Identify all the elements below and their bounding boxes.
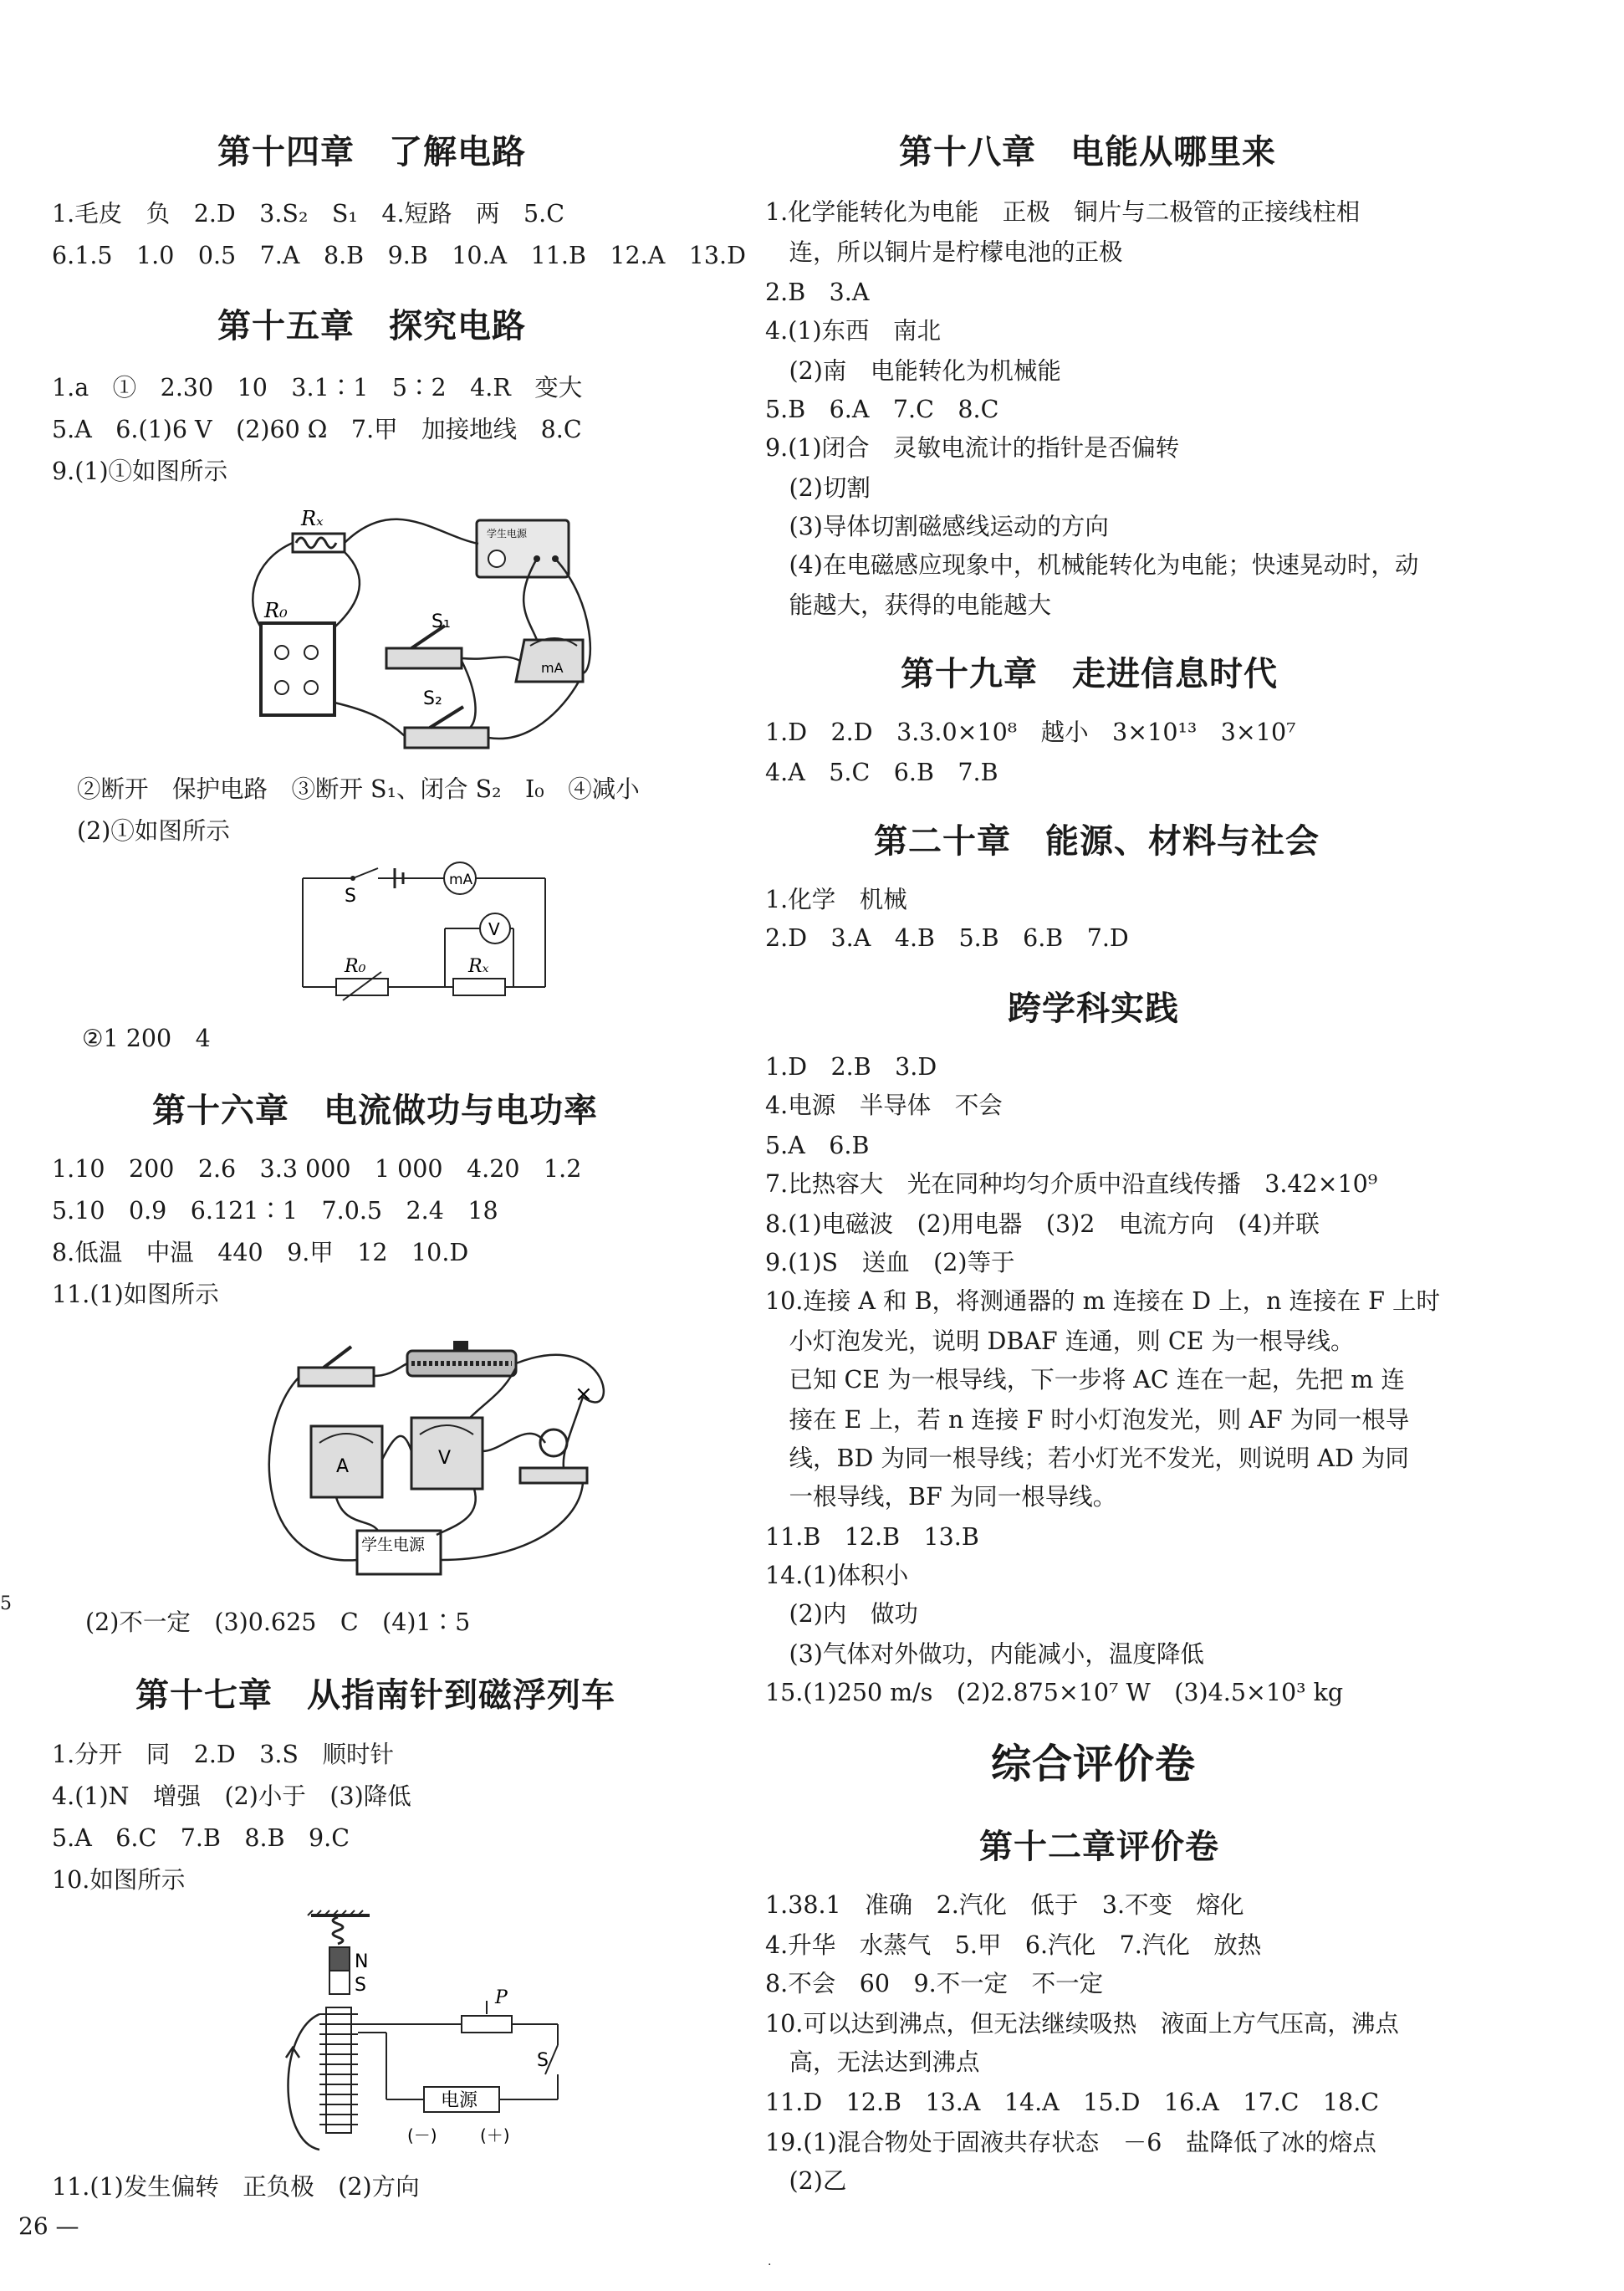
- fig1-label-power: 学生电源: [487, 528, 528, 540]
- fig4-label-plus: (＋): [480, 2125, 510, 2145]
- answer-line: 4.(1)N 增强 (2)小于 (3)降低: [52, 1782, 411, 1810]
- answer-line: (2)内 做功: [765, 1600, 918, 1628]
- answer-line: 4.A 5.C 6.B 7.B: [765, 759, 998, 786]
- answer-line: 7.比热容大 光在同种均匀介质中沿直线传播 3.42×10⁹: [765, 1170, 1378, 1198]
- chapter-18-title: 第十八章 电能从哪里来: [899, 133, 1276, 171]
- fig3-label-a: A: [336, 1456, 350, 1477]
- fig2-label-rx: Rₓ: [468, 956, 489, 977]
- fig2-label-s: S: [345, 886, 356, 907]
- svg-text:×: ×: [575, 1382, 593, 1407]
- answer-line: 11.D 12.B 13.A 14.A 15.D 16.A 17.C 18.C: [765, 2089, 1380, 2116]
- answer-line: 9.(1)闭合 灵敏电流计的指针是否偏转: [765, 434, 1180, 462]
- answer-line: 8.(1)电磁波 (2)用电器 (3)2 电流方向 (4)并联: [765, 1210, 1320, 1238]
- circuit-diagram-figure-2: [294, 862, 562, 1012]
- chapter-19-title: 第十九章 走进信息时代: [901, 655, 1278, 693]
- fig1-label-ma: mA: [541, 660, 564, 676]
- margin-mark: 5: [0, 1593, 12, 1614]
- answer-line: 14.(1)体积小: [765, 1562, 909, 1589]
- answer-line: (2)乙: [765, 2167, 847, 2195]
- fig4-label-n: N: [355, 1951, 369, 1972]
- fig2-label-r0: R₀: [345, 956, 366, 977]
- answer-line: (3)气体对外做功，内能减小，温度降低: [765, 1640, 1204, 1668]
- answer-line: 9.(1)①如图所示: [52, 458, 228, 485]
- answer-line: 4.电源 半导体 不会: [765, 1092, 1003, 1119]
- answer-line: 1.38.1 准确 2.汽化 低于 3.不变 熔化: [765, 1891, 1244, 1919]
- answer-line: 1.10 200 2.6 3.3 000 1 000 4.20 1.2: [52, 1155, 582, 1183]
- electromagnet-figure: [261, 1907, 579, 2158]
- answer-line: (2)①如图所示: [77, 817, 230, 845]
- answer-line: 高，无法达到沸点: [765, 2048, 980, 2076]
- answer-line: 接在 E 上，若 n 连接 F 时小灯泡发光，则 AF 为同一根导: [765, 1406, 1410, 1434]
- answer-line: (2)南 电能转化为机械能: [765, 357, 1061, 385]
- answer-line: 1.D 2.D 3.3.0×10⁸ 越小 3×10¹³ 3×10⁷: [765, 718, 1296, 746]
- answer-line: (2)切割: [765, 474, 871, 502]
- chapter-20-title: 第二十章 能源、材料与社会: [874, 822, 1320, 861]
- fig4-label-switch: S: [537, 2050, 549, 2071]
- answer-line: 连，所以铜片是柠檬电池的正极: [765, 238, 1123, 266]
- chapter-15-title: 第十五章 探究电路: [217, 307, 526, 345]
- answer-line: 5.A 6.B: [765, 1132, 870, 1159]
- answer-line: 2.B 3.A: [765, 279, 870, 306]
- cross-discipline-title: 跨学科实践: [1008, 990, 1179, 1028]
- fig1-label-s1: S₁: [432, 611, 451, 632]
- answer-line: 1.a ① 2.30 10 3.1∶1 5∶2 4.R 变大: [52, 374, 583, 401]
- answer-line: 一根导线，BF 为同一根导线。: [765, 1483, 1117, 1511]
- answer-line: (3)导体切割磁感线运动的方向: [765, 513, 1109, 540]
- answer-line: (2)不一定 (3)0.625 C (4)1∶5: [85, 1608, 471, 1636]
- page-number: 26 —: [18, 2212, 79, 2240]
- answer-line: 11.(1)如图所示: [52, 1281, 219, 1308]
- comprehensive-evaluation-title: 综合评价卷: [991, 1741, 1197, 1787]
- fig3-label-v: V: [438, 1448, 452, 1469]
- answer-line: ②1 200 4: [82, 1025, 211, 1052]
- answer-line: 6.1.5 1.0 0.5 7.A 8.B 9.B 10.A 11.B 12.A 13.D: [52, 242, 746, 269]
- answer-line: 1.化学能转化为电能 正极 铜片与二极管的正接线柱相: [765, 198, 1361, 226]
- answer-line: 小灯泡发光，说明 DBAF 连通，则 CE 为一根导线。: [765, 1327, 1355, 1355]
- answer-line: 15.(1)250 m/s (2)2.875×10⁷ W (3)4.5×10³ kg: [765, 1679, 1344, 1706]
- answer-line: 19.(1)混合物处于固液共存状态 －6 盐降低了冰的熔点: [765, 2129, 1376, 2156]
- fig1-label-rx: Rₓ: [301, 507, 324, 530]
- answer-line: 10.如图所示: [52, 1866, 186, 1894]
- answer-line: 5.A 6.(1)6 V (2)60 Ω 7.甲 加接地线 8.C: [52, 416, 582, 443]
- answer-line: (4)在电磁感应现象中，机械能转化为电能；快速晃动时，动: [765, 551, 1419, 579]
- fig4-label-p: P: [495, 1987, 508, 2008]
- answer-line: 11.B 12.B 13.B: [765, 1523, 979, 1551]
- fig4-label-minus: (－): [407, 2125, 437, 2145]
- answer-line: 11.(1)发生偏转 正负极 (2)方向: [52, 2173, 420, 2201]
- chapter-17-title: 第十七章 从指南针到磁浮列车: [135, 1676, 615, 1715]
- answer-line: 8.低温 中温 440 9.甲 12 10.D: [52, 1239, 469, 1266]
- answer-line: 1.化学 机械: [765, 886, 907, 913]
- fig2-label-ma: mA: [449, 872, 473, 888]
- answer-line: 5.10 0.9 6.121∶1 7.0.5 2.4 18: [52, 1197, 498, 1225]
- answer-line: 2.D 3.A 4.B 5.B 6.B 7.D: [765, 924, 1129, 952]
- answer-line: 9.(1)S 送血 (2)等于: [765, 1249, 1015, 1276]
- answer-line: 5.A 6.C 7.B 8.B 9.C: [52, 1824, 350, 1852]
- answer-line: 8.不会 60 9.不一定 不一定: [765, 1970, 1104, 1997]
- chapter-14-title: 第十四章 了解电路: [217, 133, 526, 171]
- answer-line: ②断开 保护电路 ③断开 S₁、闭合 S₂ I₀ ④减小: [77, 775, 640, 803]
- fig4-label-power: 电源: [441, 2090, 478, 2111]
- answer-line: 10.连接 A 和 B，将测通器的 m 连接在 D 上，n 连接在 F 上时: [765, 1287, 1440, 1315]
- answer-line: 1.毛皮 负 2.D 3.S₂ S₁ 4.短路 两 5.C: [52, 200, 565, 228]
- circuit-apparatus-figure-3: [253, 1326, 637, 1581]
- circuit-apparatus-figure-1: [244, 502, 604, 753]
- answer-line: 已知 CE 为一根导线，下一步将 AC 连在一起，先把 m 连: [765, 1366, 1405, 1394]
- answer-line: 10.可以达到沸点，但无法继续吸热 液面上方气压高，沸点: [765, 2010, 1399, 2038]
- answer-line: 线，BD 为同一根导线；若小灯光不发光，则说明 AD 为同: [765, 1445, 1409, 1472]
- answer-line: 1.分开 同 2.D 3.S 顺时针: [52, 1741, 394, 1768]
- evaluation-subtitle: 第十二章评价卷: [979, 1828, 1219, 1866]
- fig4-label-s: S: [355, 1975, 366, 1996]
- fig2-label-v: V: [488, 919, 500, 939]
- fig1-label-s2: S₂: [423, 688, 442, 709]
- fig3-label-power: 学生电源: [361, 1536, 426, 1554]
- chapter-16-title: 第十六章 电流做功与电功率: [152, 1092, 598, 1130]
- answer-line: 5.B 6.A 7.C 8.C: [765, 396, 999, 423]
- answer-line: 4.升华 水蒸气 5.甲 6.汽化 7.汽化 放热: [765, 1931, 1262, 1959]
- answer-line: 能越大，获得的电能越大: [765, 591, 1052, 619]
- answer-line: 1.D 2.B 3.D: [765, 1053, 937, 1081]
- fig1-label-r0: R₀: [264, 599, 288, 622]
- answer-line: 4.(1)东西 南北: [765, 317, 942, 345]
